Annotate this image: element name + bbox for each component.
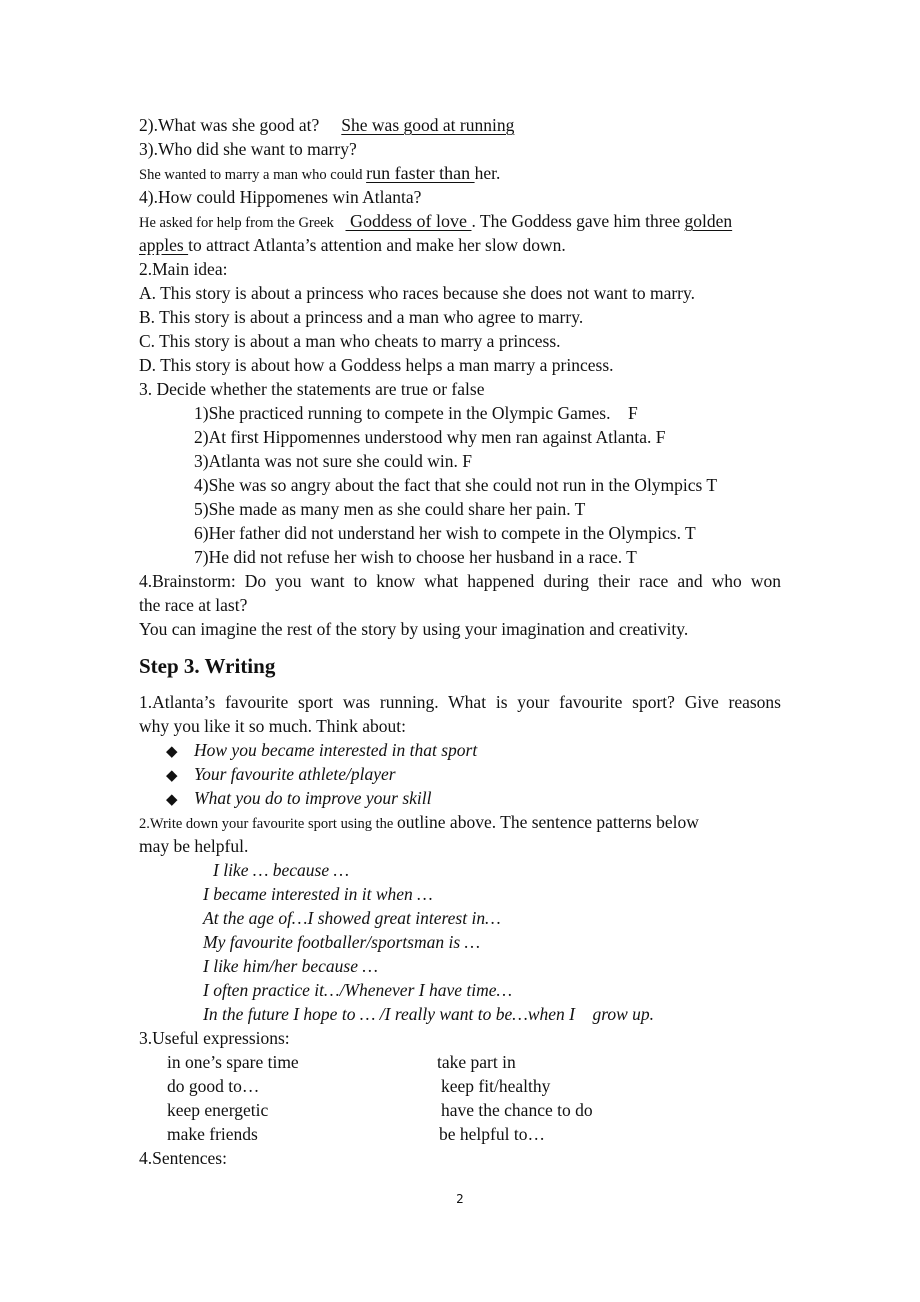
question-3: 3).Who did she want to marry?	[139, 139, 357, 159]
answer-4-suffix: to attract Atlanta’s attention and make her slow down.	[188, 235, 566, 255]
useful-expression: keep energetic	[167, 1100, 269, 1120]
question-2-answer: She was good at running	[341, 115, 515, 135]
true-false-item: 4)She was so angry about the fact that she could not run in the Olympics T	[194, 475, 718, 495]
bullet-item	[166, 738, 477, 764]
main-idea-option: A. This story is about a princess who races because she does not want to marry.	[139, 283, 695, 303]
bullet-item	[166, 786, 432, 812]
writing-task-2-rest: outline above. The sentence patterns below	[396, 812, 699, 832]
useful-expressions-heading: 3.Useful expressions:	[139, 1028, 290, 1048]
question-3-answer-line	[139, 161, 781, 187]
writing-task-2	[139, 810, 781, 836]
bullet-text: Your favourite athlete/player	[194, 764, 396, 784]
answer-3-blank: run faster than	[366, 163, 475, 183]
true-false-item: 1)She practiced running to compete in the Olympic Games. F	[194, 403, 638, 423]
answer-4-blank-goddess: Goddess of love	[345, 211, 472, 231]
writing-task-1-cont: why you like it so much. Think about:	[139, 716, 407, 736]
brainstorm-line: the race at last?	[139, 595, 248, 615]
writing-task-1: 1.Atlanta’s favourite sport was running. What is your favourite sport? Give reasons	[139, 692, 781, 712]
writing-task-2-start: 2.Write down your favourite sport using the	[139, 816, 397, 832]
useful-expression: in one’s spare time	[167, 1052, 299, 1072]
true-false-heading: 3. Decide whether the statements are true or false	[139, 379, 485, 399]
answer-4-mid: . The Goddess gave him three	[471, 211, 685, 231]
true-false-item: 5)She made as many men as she could share her pain. T	[194, 499, 586, 519]
true-false-item: 2)At first Hippomennes understood why men ran against Atlanta. F	[194, 427, 666, 447]
answer-3-prefix: She wanted to marry a man who could	[139, 167, 367, 183]
diamond-bullet-icon: ◆	[166, 768, 178, 784]
main-idea-heading: 2.Main idea:	[139, 259, 228, 279]
answer-4-blank-golden: golden	[684, 211, 733, 231]
question-4: 4).How could Hippomenes win Atlanta?	[139, 187, 422, 207]
true-false-item: 6)Her father did not understand her wish to compete in the Olympics. T	[194, 523, 696, 543]
question-2-text: 2).What was she good at?	[139, 115, 320, 135]
sentence-pattern: I like … because …	[213, 860, 350, 880]
answer-3-suffix: her.	[474, 163, 501, 183]
useful-expression: be helpful to…	[439, 1124, 545, 1144]
writing-task-2-cont: may be helpful.	[139, 836, 249, 856]
sentence-pattern: At the age of…I showed great interest in…	[203, 908, 501, 928]
useful-expression: keep fit/healthy	[441, 1076, 551, 1096]
main-idea-option: D. This story is about how a Goddess helps a man marry a princess.	[139, 355, 614, 375]
question-2	[139, 113, 781, 137]
sentence-pattern: I often practice it…/Whenever I have time…	[203, 980, 513, 1000]
diamond-bullet-icon: ◆	[166, 744, 178, 760]
step-3-heading: Step 3. Writing	[139, 654, 276, 678]
sentence-pattern: My favourite footballer/sportsman is …	[203, 932, 481, 952]
answer-4-blank-apples: apples	[139, 235, 189, 255]
answer-4-prefix: He asked for help from the Greek	[139, 215, 338, 231]
page-number: 2	[456, 1192, 464, 1206]
question-4-answer-line-2	[139, 233, 781, 257]
main-idea-option: C. This story is about a man who cheats to marry a princess.	[139, 331, 561, 351]
useful-expression: make friends	[167, 1124, 258, 1144]
question-4-answer-line	[139, 209, 781, 235]
brainstorm-line: 4.Brainstorm: Do you want to know what happened during their race and who won	[139, 571, 781, 591]
diamond-bullet-icon: ◆	[166, 792, 178, 808]
true-false-item: 7)He did not refuse her wish to choose her husband in a race. T	[194, 547, 637, 567]
useful-expression: take part in	[437, 1052, 516, 1072]
bullet-text: How you became interested in that sport	[194, 740, 478, 760]
sentences-heading: 4.Sentences:	[139, 1148, 227, 1168]
useful-expression: do good to…	[167, 1076, 260, 1096]
sentence-pattern: I like him/her because …	[203, 956, 378, 976]
sentence-pattern: I became interested in it when …	[203, 884, 433, 904]
brainstorm-line: You can imagine the rest of the story by using your imagination and creativity.	[139, 619, 689, 639]
bullet-text: What you do to improve your skill	[194, 788, 432, 808]
true-false-item: 3)Atlanta was not sure she could win. F	[194, 451, 473, 471]
main-idea-option: B. This story is about a princess and a man who agree to marry.	[139, 307, 584, 327]
sentence-pattern: In the future I hope to … /I really want to be…when I grow up.	[203, 1004, 655, 1024]
bullet-item	[166, 762, 396, 788]
useful-expression: have the chance to do	[441, 1100, 593, 1120]
